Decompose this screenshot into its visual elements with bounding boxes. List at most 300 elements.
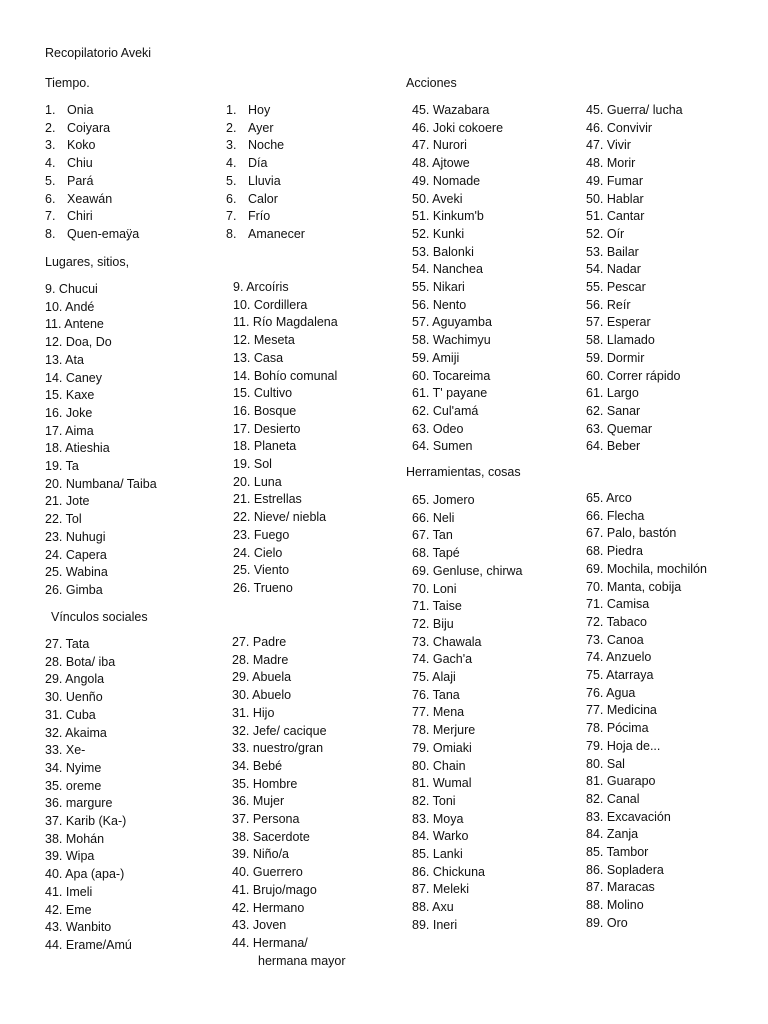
list-item — [233, 580, 413, 598]
item-word: Bosque — [250, 403, 297, 418]
item-word: Angola — [62, 672, 105, 687]
item-number: 82. — [412, 793, 430, 808]
list-item — [226, 226, 406, 244]
item-word: Hoja de... — [603, 738, 661, 753]
item-number: 19. — [233, 457, 251, 472]
item-number: 53. — [412, 244, 430, 259]
item-number: 86. — [412, 864, 430, 879]
item-number: 63. — [586, 421, 604, 436]
list-item — [45, 937, 225, 955]
list-item — [232, 687, 412, 705]
item-word: Nanchea — [429, 262, 483, 277]
list-item — [586, 421, 766, 439]
item-word: Xe- — [62, 743, 86, 758]
item-word: Chawala — [429, 634, 482, 649]
item-number: 77. — [586, 703, 604, 718]
section-heading-vinculos: Vínculos sociales — [51, 610, 148, 624]
list-item — [586, 649, 766, 667]
item-number: 43. — [45, 920, 63, 935]
item-number: 39. — [45, 849, 63, 864]
item-word: Hablar — [603, 191, 644, 206]
item-word: Xeawán — [67, 191, 113, 206]
list-item — [226, 155, 406, 173]
item-number: 26. — [45, 582, 63, 597]
item-number: 67. — [412, 528, 430, 543]
item-word: Tocareima — [429, 368, 491, 383]
list-acciones-aveki — [412, 102, 592, 456]
item-word: Bebé — [249, 758, 283, 773]
list-item — [45, 173, 225, 191]
list-item — [232, 723, 412, 741]
list-item — [232, 846, 412, 864]
item-word: Planeta — [250, 439, 297, 454]
item-word: Ajtowe — [429, 156, 470, 171]
list-item — [586, 738, 766, 756]
item-number: 42. — [232, 900, 250, 915]
item-word: Lanki — [429, 847, 463, 862]
item-number: 74. — [412, 652, 430, 667]
list-item — [45, 831, 225, 849]
list-item — [412, 722, 592, 740]
list-item — [586, 120, 766, 138]
item-number: 43. — [232, 918, 250, 933]
item-word: Nikari — [429, 280, 465, 295]
item-word: Imeli — [62, 884, 93, 899]
list-item — [45, 423, 225, 441]
item-word: Ineri — [429, 917, 458, 932]
item-word: Bailar — [603, 244, 639, 259]
list-item — [586, 809, 766, 827]
list-item — [586, 438, 766, 456]
list-item — [45, 226, 225, 244]
list-item — [586, 579, 766, 597]
list-item — [412, 775, 592, 793]
item-word: Tapé — [429, 546, 460, 561]
item-word: Hermano — [249, 900, 305, 915]
list-item — [45, 689, 225, 707]
list-item — [233, 456, 413, 474]
list-item — [586, 826, 766, 844]
item-number: 64. — [412, 439, 430, 454]
list-item — [586, 191, 766, 209]
list-item — [412, 137, 592, 155]
list-item — [586, 525, 766, 543]
item-number: 56. — [586, 297, 604, 312]
list-item — [586, 844, 766, 862]
item-number: 81. — [412, 776, 430, 791]
item-word: Hoy — [248, 103, 271, 117]
list-item — [412, 403, 592, 421]
item-number: 49. — [586, 173, 604, 188]
item-word: Ta — [62, 459, 79, 474]
item-number: 72. — [586, 614, 604, 629]
item-number: 54. — [412, 262, 430, 277]
list-item — [45, 155, 225, 173]
item-number: 85. — [586, 845, 604, 860]
item-word: Nadar — [603, 262, 641, 277]
item-word: Excavación — [603, 809, 671, 824]
item-number: 75. — [586, 668, 604, 683]
item-number: 57. — [412, 315, 430, 330]
list-item — [232, 935, 412, 953]
item-word: Tana — [429, 687, 460, 702]
list-item — [412, 669, 592, 687]
list-item — [586, 756, 766, 774]
item-word: Nomade — [429, 173, 481, 188]
item-number: 59. — [412, 350, 430, 365]
item-number: 11. — [45, 317, 62, 332]
list-item — [586, 720, 766, 738]
list-item — [586, 155, 766, 173]
item-number: 44. — [45, 937, 63, 952]
list-item — [586, 332, 766, 350]
list-item — [412, 226, 592, 244]
item-word: Trueno — [250, 580, 293, 595]
item-word: Ata — [62, 352, 84, 367]
list-item — [412, 828, 592, 846]
item-word: margure — [62, 796, 113, 811]
list-item — [412, 297, 592, 315]
list-item — [412, 155, 592, 173]
item-word: Frío — [248, 209, 271, 224]
item-word: Jefe/ cacique — [249, 723, 327, 738]
item-word: Moya — [429, 811, 464, 826]
item-word: Sacerdote — [249, 829, 310, 844]
list-item — [45, 564, 225, 582]
list-item — [45, 529, 225, 547]
item-word: Vivir — [603, 138, 631, 153]
item-number: 5. — [45, 173, 56, 188]
item-word: Llamado — [603, 333, 655, 348]
item-number: 65. — [586, 491, 604, 505]
list-item — [232, 740, 412, 758]
item-word: Viento — [250, 563, 290, 578]
item-number: 62. — [412, 403, 430, 418]
item-number: 73. — [586, 632, 604, 647]
list-item — [233, 403, 413, 421]
list-item — [45, 848, 225, 866]
item-number: 25. — [233, 563, 251, 578]
list-item — [412, 368, 592, 386]
item-word: Padre — [249, 635, 287, 649]
item-word: Aguyamba — [429, 315, 492, 330]
item-word: Morir — [603, 156, 636, 171]
item-number: 9. — [45, 282, 56, 296]
list-item — [45, 654, 225, 672]
item-word: Merjure — [429, 723, 476, 738]
item-number: 41. — [232, 882, 250, 897]
item-number: 22. — [45, 512, 63, 527]
item-number: 70. — [586, 579, 604, 594]
item-number: 52. — [412, 226, 430, 241]
item-word: Abuelo — [249, 688, 292, 703]
list-item — [586, 632, 766, 650]
item-word: Largo — [603, 386, 639, 401]
list-item — [45, 725, 225, 743]
item-word: Guerra/ lucha — [603, 103, 683, 117]
item-number: 73. — [412, 634, 430, 649]
item-word: Desierto — [250, 421, 301, 436]
item-word: Jomero — [429, 493, 475, 507]
document-title: Recopilatorio Aveki — [45, 46, 152, 60]
item-number: 76. — [412, 687, 430, 702]
list-item — [45, 493, 225, 511]
item-number: 24. — [233, 545, 251, 560]
list-item — [586, 297, 766, 315]
item-number: 51. — [412, 209, 430, 224]
item-number: 71. — [412, 599, 430, 614]
item-number: 69. — [586, 561, 604, 576]
item-number: 3. — [226, 138, 237, 153]
item-number: 88. — [586, 898, 604, 913]
item-word: Pará — [67, 173, 94, 188]
item-number: 14. — [45, 370, 63, 385]
item-number: 11. — [233, 315, 250, 330]
list-item — [586, 561, 766, 579]
item-number: 39. — [232, 847, 250, 862]
item-word: Pescar — [603, 280, 646, 295]
list-item — [45, 120, 225, 138]
list-item — [45, 440, 225, 458]
list-item — [412, 421, 592, 439]
list-item — [45, 316, 225, 334]
item-word: Nurori — [429, 138, 467, 153]
item-word: Akaima — [62, 725, 107, 740]
list-item — [233, 562, 413, 580]
list-item — [232, 900, 412, 918]
list-item — [226, 208, 406, 226]
item-number: 44. — [232, 935, 250, 950]
item-word: Warko — [429, 829, 469, 844]
item-number: 56. — [412, 297, 430, 312]
item-number: 67. — [586, 526, 604, 541]
item-word: T' payane — [429, 386, 488, 401]
list-item — [45, 778, 225, 796]
item-number: 22. — [233, 510, 251, 525]
list-item — [412, 634, 592, 652]
list-item — [45, 742, 225, 760]
list-item — [586, 773, 766, 791]
item-word: Chickuna — [429, 864, 485, 879]
item-word: Mujer — [249, 794, 285, 809]
item-word: Sumen — [429, 439, 473, 454]
list-item — [45, 760, 225, 778]
item-word: Numbana/ Taiba — [62, 476, 157, 491]
item-word: Meseta — [250, 333, 295, 348]
list-item — [232, 652, 412, 670]
item-word: Balonki — [429, 244, 474, 259]
item-number: 26. — [233, 580, 251, 595]
item-number: 29. — [232, 670, 250, 685]
list-item — [412, 793, 592, 811]
item-word: Chain — [429, 758, 466, 773]
item-number: 77. — [412, 705, 430, 720]
item-word: Andé — [62, 299, 95, 314]
item-word: Hermana/ — [249, 935, 308, 950]
item-number: 83. — [412, 811, 430, 826]
item-word: oreme — [62, 778, 102, 793]
list-item — [586, 385, 766, 403]
list-item — [586, 543, 766, 561]
item-word: Sopladera — [603, 862, 664, 877]
item-number: 20. — [233, 474, 251, 489]
item-word: Mena — [429, 705, 465, 720]
list-item — [45, 352, 225, 370]
list-item — [412, 687, 592, 705]
item-word: Tata — [62, 637, 90, 651]
item-number: 79. — [412, 740, 430, 755]
list-item — [586, 897, 766, 915]
item-number: 62. — [586, 403, 604, 418]
item-number: 5. — [226, 173, 237, 188]
item-word: Mohán — [62, 831, 105, 846]
item-number: 53. — [586, 244, 604, 259]
item-word: Wipa — [62, 849, 95, 864]
list-tiempo-spanish — [226, 102, 406, 244]
list-item — [412, 244, 592, 262]
list-item — [233, 314, 413, 332]
list-item — [45, 299, 225, 317]
item-word: Día — [248, 156, 268, 171]
list-item — [412, 261, 592, 279]
list-item — [232, 705, 412, 723]
item-word: Arcoíris — [243, 280, 289, 294]
item-number: 9. — [233, 280, 244, 294]
item-word: Tan — [429, 528, 453, 543]
item-word: Uenño — [62, 690, 103, 705]
list-item — [412, 581, 592, 599]
item-number: 18. — [233, 439, 251, 454]
list-item — [586, 279, 766, 297]
item-word: Bohío comunal — [250, 368, 338, 383]
item-number: 27. — [45, 637, 63, 651]
item-word: Nento — [429, 297, 467, 312]
list-item — [586, 244, 766, 262]
item-word: Reír — [603, 297, 631, 312]
item-number: 64. — [586, 439, 604, 454]
item-word: Cultivo — [250, 386, 293, 401]
item-number: 51. — [586, 209, 604, 224]
item-word: nuestro/gran — [249, 741, 324, 756]
item-number: 40. — [232, 865, 250, 880]
item-number: 82. — [586, 791, 604, 806]
list-item — [233, 545, 413, 563]
item-number: 60. — [412, 368, 430, 383]
item-number: 24. — [45, 547, 63, 562]
list-item — [586, 173, 766, 191]
item-word: Onia — [67, 103, 94, 117]
list-item — [586, 403, 766, 421]
item-word: Chucui — [55, 282, 98, 296]
list-item — [412, 704, 592, 722]
list-item — [45, 707, 225, 725]
item-number: 30. — [232, 688, 250, 703]
item-number: 17. — [45, 423, 63, 438]
list-item — [233, 438, 413, 456]
item-number: 71. — [586, 597, 604, 612]
item-word: Gach'a — [429, 652, 473, 667]
item-word: Atieshia — [62, 441, 110, 456]
item-number: 3. — [45, 138, 56, 153]
item-number: 41. — [45, 884, 63, 899]
list-item — [233, 368, 413, 386]
item-word: Capera — [62, 547, 107, 562]
list-item — [412, 899, 592, 917]
list-item — [45, 370, 225, 388]
list-item — [412, 527, 592, 545]
list-item — [412, 651, 592, 669]
item-word: Doa, Do — [62, 335, 112, 350]
item-word: Beber — [603, 439, 641, 454]
item-word: Aima — [62, 423, 94, 438]
list-item — [586, 879, 766, 897]
item-word: Erame/Amú — [62, 937, 132, 952]
list-item — [45, 671, 225, 689]
item-number: 2. — [226, 120, 237, 135]
list-item — [412, 616, 592, 634]
list-item — [412, 314, 592, 332]
item-number: 29. — [45, 672, 63, 687]
item-word: Taise — [429, 599, 462, 614]
item-word: Zanja — [603, 827, 639, 842]
list-item — [45, 795, 225, 813]
list-item — [233, 421, 413, 439]
item-number: 25. — [45, 565, 63, 580]
section-heading-tiempo: Tiempo. — [45, 76, 90, 90]
item-number: 10. — [233, 297, 251, 312]
list-item — [45, 884, 225, 902]
item-number: 66. — [412, 510, 430, 525]
item-number: 6. — [226, 191, 237, 206]
item-word: Wabina — [62, 565, 108, 580]
item-number: 37. — [232, 812, 250, 827]
item-number: 61. — [586, 386, 604, 401]
list-item — [412, 740, 592, 758]
item-number: 55. — [412, 280, 430, 295]
item-word: Cordillera — [250, 297, 308, 312]
item-word: Wanbito — [62, 920, 112, 935]
list-item — [232, 669, 412, 687]
item-number: 1. — [226, 103, 237, 117]
item-number: 14. — [233, 368, 251, 383]
item-word: Mochila, mochilón — [603, 561, 707, 576]
list-item — [45, 208, 225, 226]
list-item — [412, 279, 592, 297]
item-word: Niño/a — [249, 847, 289, 862]
item-word: Atarraya — [603, 668, 654, 683]
list-item — [232, 811, 412, 829]
item-word: Correr rápido — [603, 368, 681, 383]
item-word: Arco — [603, 491, 632, 505]
list-item — [412, 385, 592, 403]
list-item — [233, 350, 413, 368]
list-item — [586, 261, 766, 279]
item-number: 1. — [45, 103, 56, 117]
list-item — [586, 685, 766, 703]
section-heading-acciones: Acciones — [406, 76, 457, 90]
list-item — [232, 776, 412, 794]
item-word: Quen-emaÿa — [67, 226, 140, 241]
item-word: Esperar — [603, 315, 651, 330]
item-word: Amanecer — [248, 226, 305, 241]
item-number: 19. — [45, 459, 63, 474]
item-word: Guerrero — [249, 865, 303, 880]
item-word: Wazabara — [429, 103, 490, 117]
item-word: Nuhugi — [62, 529, 106, 544]
item-word: Piedra — [603, 544, 643, 559]
item-word: Lluvia — [248, 173, 281, 188]
item-word: Estrellas — [250, 492, 302, 507]
